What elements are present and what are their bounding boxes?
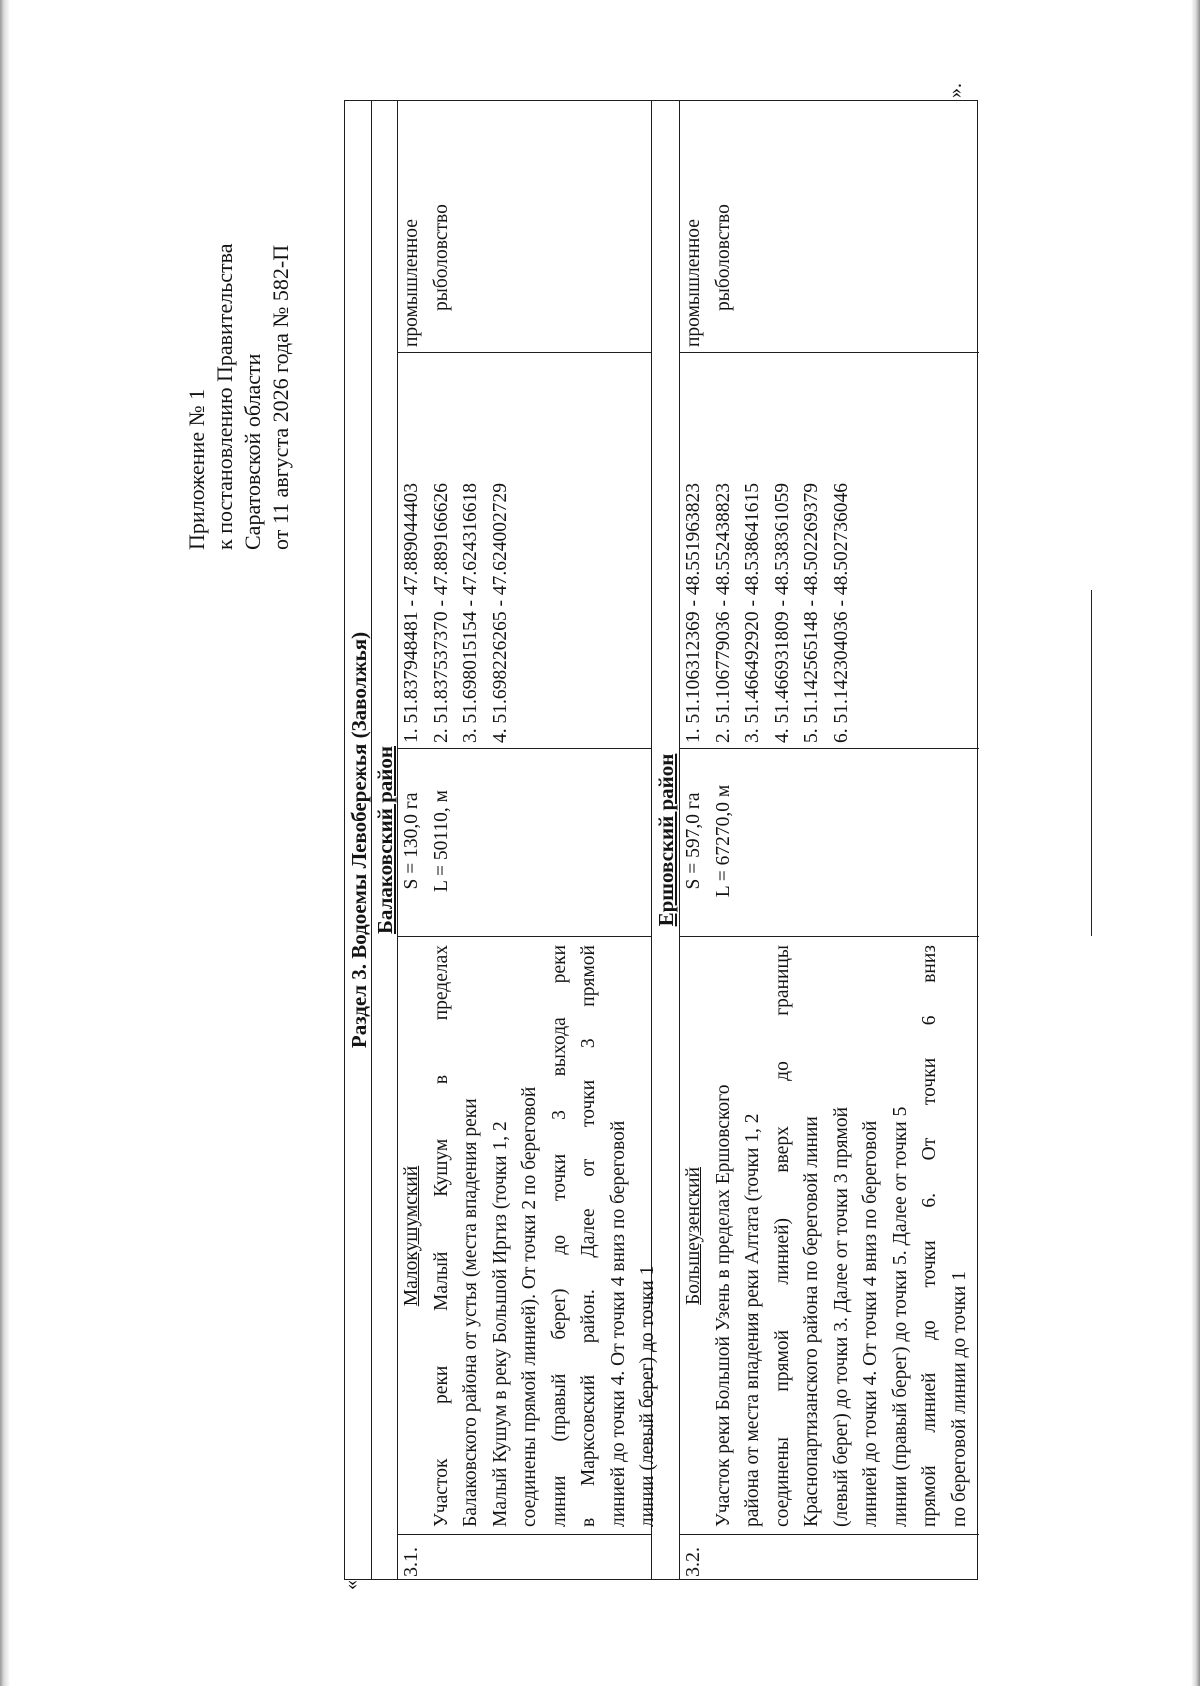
purpose-line: промышленное (683, 219, 704, 347)
header-line: к постановлению Правительства (212, 243, 237, 550)
coordinate-line: 4. 51.466931809 - 48.538361059 (771, 483, 793, 743)
description-line: по береговой линии до точки 1 (948, 1271, 970, 1527)
length-value: L = 67270,0 м (712, 784, 734, 898)
header-line: от 11 августа 2026 года № 582-П (268, 244, 293, 550)
closing-rule (1091, 590, 1092, 936)
description-line: линии (правый берег) до точки 5. Далее от точки 5 (889, 1106, 911, 1527)
size-cell (397, 753, 456, 929)
description-line: Балаковского района от устья (места впадения реки (460, 1098, 481, 1527)
row-description (397, 945, 663, 1527)
coordinate-line: 3. 51.698015154 - 47.624316618 (460, 483, 481, 743)
size-cell (679, 753, 738, 929)
table-rule (397, 1534, 651, 1535)
description-line: Участок реки Малый Кушум в пределах (430, 945, 452, 1527)
table-rule (371, 101, 372, 1579)
district-title: Ершовский район (654, 753, 678, 927)
table-rule (679, 748, 979, 749)
table-rule (679, 936, 979, 937)
area-value: S = 597,0 га (683, 792, 704, 890)
description-line: Участок реки Большой Узень в пределах Ершовского (712, 1084, 734, 1527)
header-line: Саратовской области (240, 353, 265, 550)
description-line: линией до точки 4. От точки 4 вниз по береговой (607, 1120, 629, 1527)
description-line: (левый берег) до точки 3. Далее от точки 3 прямой (830, 1106, 852, 1527)
object-name: Большеузенский (683, 1166, 704, 1306)
coordinates-cell (679, 355, 856, 743)
coordinate-line: 3. 51.466492920 - 48.538641615 (742, 483, 763, 743)
coordinate-line: 2. 51.837537370 - 47.889166626 (430, 483, 452, 743)
description-line: линии (правый берег) до точки 3 выхода реки (548, 945, 570, 1527)
table-rule (397, 936, 651, 937)
waterbody-table (344, 100, 978, 1580)
district-title: Балаковский район (373, 746, 397, 934)
coordinate-line: 4. 51.698226265 - 47.624002729 (489, 483, 511, 743)
header-line: Приложение № 1 (184, 388, 209, 550)
description-line: соединены прямой линией). От точки 2 по береговой (519, 1086, 540, 1527)
coordinate-line: 6. 51.142304036 - 48.502736046 (830, 483, 852, 743)
row-number: 3.2. (682, 1547, 704, 1577)
description-line: района от места впадения реки Алтата (точки 1, 2 (742, 1113, 763, 1527)
section-title: Раздел 3. Водоемы Левобережья (Заволжья) (347, 631, 371, 1049)
appendix-header (183, 30, 295, 550)
purpose-cell (397, 103, 456, 347)
length-value: L = 50110, м (430, 789, 452, 893)
purpose-line: рыболовство (712, 204, 734, 311)
description-line: линией до точки 4. От точки 4 вниз по береговой (860, 1120, 881, 1527)
table-rule (397, 352, 651, 353)
purpose-cell (679, 103, 738, 347)
description-line: в Марксовский район. Далее от точки 3 прямой (578, 945, 599, 1527)
opening-quote: « (340, 1580, 362, 1590)
purpose-line: промышленное (401, 219, 422, 347)
description-line: линии (левый берег) до точки 1 (637, 1265, 658, 1527)
area-value: S = 130,0 га (401, 792, 422, 890)
coordinate-line: 5. 51.142565148 - 48.502269379 (801, 483, 822, 743)
description-line: Малый Кушум в реку Большой Иргиз (точки 1, 2 (489, 1121, 511, 1527)
table-rule (679, 352, 979, 353)
coordinate-line: 2. 51.106779036 - 48.552438823 (712, 483, 734, 743)
coordinate-line: 1. 51.106312369 - 48.551963823 (683, 483, 704, 743)
row-number: 3.1. (400, 1547, 422, 1577)
description-line: соединены прямой линией) вверх до границы (771, 945, 793, 1527)
closing-quote: ». (944, 83, 966, 98)
purpose-line: рыболовство (430, 204, 452, 311)
table-rule (397, 748, 651, 749)
description-line: прямой линией до точки 6. От точки 6 вниз (919, 945, 940, 1527)
coordinates-cell (397, 355, 515, 743)
coordinate-line: 1. 51.837948481 - 47.889044403 (401, 483, 422, 743)
description-line: Краснопартизанского района по береговой линии (801, 1116, 822, 1527)
row-description (679, 945, 974, 1527)
table-rule (679, 1534, 979, 1535)
object-name: Малокушумский (401, 1165, 422, 1307)
